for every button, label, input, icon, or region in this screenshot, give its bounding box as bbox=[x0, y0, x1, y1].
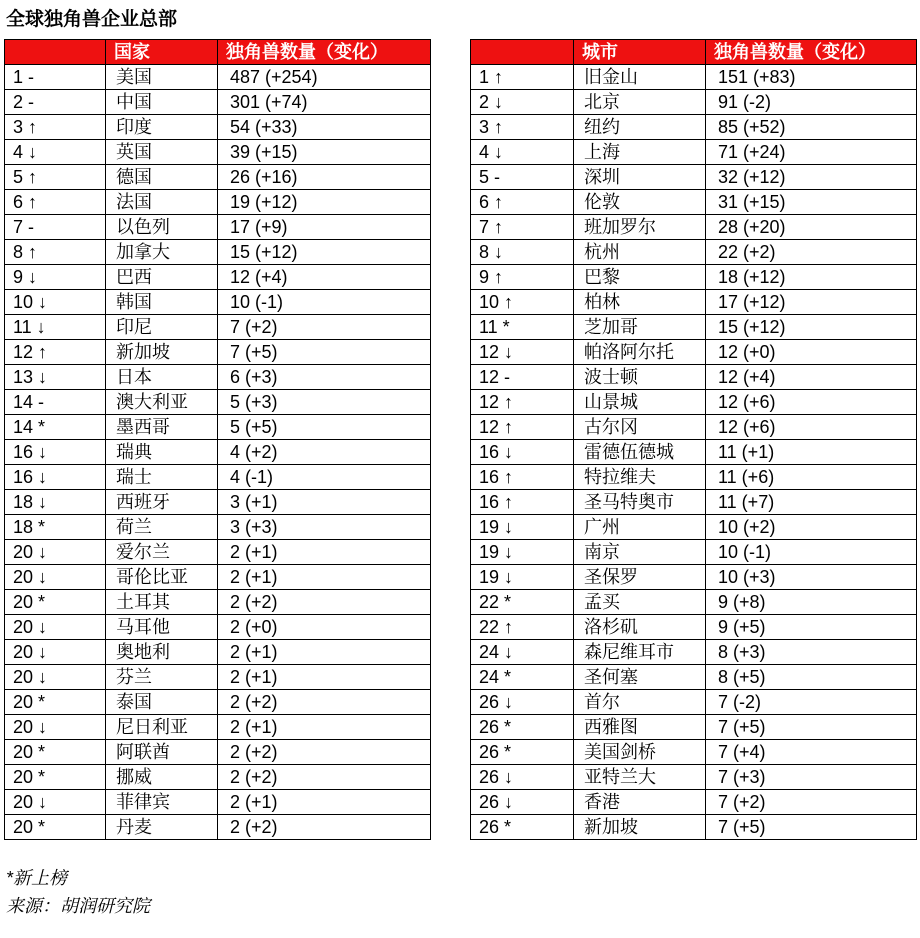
table-row bbox=[5, 565, 431, 590]
count-cell: 26 (+16) bbox=[218, 165, 431, 190]
table-row bbox=[471, 265, 917, 290]
table-row bbox=[471, 540, 917, 565]
count-cell: 12 (+0) bbox=[706, 340, 917, 365]
name-cell: 英国 bbox=[106, 140, 218, 165]
table-row bbox=[471, 165, 917, 190]
name-cell: 山景城 bbox=[574, 390, 706, 415]
cities-table bbox=[470, 39, 917, 840]
table-row bbox=[5, 740, 431, 765]
count-cell: 2 (+1) bbox=[218, 665, 431, 690]
table-row bbox=[5, 140, 431, 165]
count-cell: 8 (+5) bbox=[706, 665, 917, 690]
name-cell: 韩国 bbox=[106, 290, 218, 315]
name-cell: 亚特兰大 bbox=[574, 765, 706, 790]
table-row bbox=[471, 590, 917, 615]
count-cell: 17 (+12) bbox=[706, 290, 917, 315]
rank-cell: 16 ↑ bbox=[471, 465, 574, 490]
name-cell: 芬兰 bbox=[106, 665, 218, 690]
count-cell: 2 (+1) bbox=[218, 790, 431, 815]
table-row bbox=[471, 90, 917, 115]
count-cell: 12 (+6) bbox=[706, 415, 917, 440]
name-cell: 法国 bbox=[106, 190, 218, 215]
count-cell: 12 (+4) bbox=[218, 265, 431, 290]
name-cell: 上海 bbox=[574, 140, 706, 165]
name-cell: 新加坡 bbox=[106, 340, 218, 365]
table-row bbox=[5, 515, 431, 540]
page-title: 全球独角兽企业总部 bbox=[6, 9, 178, 30]
table-row bbox=[5, 815, 431, 840]
name-cell: 美国 bbox=[106, 65, 218, 90]
count-cell: 7 (-2) bbox=[706, 690, 917, 715]
count-cell: 2 (+1) bbox=[218, 715, 431, 740]
table-row bbox=[471, 240, 917, 265]
count-cell: 2 (+2) bbox=[218, 815, 431, 840]
count-cell: 9 (+5) bbox=[706, 615, 917, 640]
rank-cell: 1 ↑ bbox=[471, 65, 574, 90]
name-cell: 帕洛阿尔托 bbox=[574, 340, 706, 365]
table-row bbox=[471, 190, 917, 215]
rank-cell: 11 ↓ bbox=[5, 315, 106, 340]
name-cell: 森尼维耳市 bbox=[574, 640, 706, 665]
rank-cell: 4 ↓ bbox=[471, 140, 574, 165]
name-cell: 阿联酋 bbox=[106, 740, 218, 765]
name-cell: 墨西哥 bbox=[106, 415, 218, 440]
name-cell: 旧金山 bbox=[574, 65, 706, 90]
name-cell: 日本 bbox=[106, 365, 218, 390]
count-cell: 10 (-1) bbox=[218, 290, 431, 315]
count-cell: 2 (+1) bbox=[218, 540, 431, 565]
count-cell: 10 (+3) bbox=[706, 565, 917, 590]
header-rank bbox=[5, 40, 106, 65]
count-cell: 18 (+12) bbox=[706, 265, 917, 290]
name-cell: 西雅图 bbox=[574, 715, 706, 740]
count-cell: 2 (+2) bbox=[218, 740, 431, 765]
rank-cell: 26 ↓ bbox=[471, 690, 574, 715]
table-row bbox=[5, 665, 431, 690]
count-cell: 7 (+3) bbox=[706, 765, 917, 790]
name-cell: 中国 bbox=[106, 90, 218, 115]
name-cell: 波士顿 bbox=[574, 365, 706, 390]
count-cell: 487 (+254) bbox=[218, 65, 431, 90]
count-cell: 28 (+20) bbox=[706, 215, 917, 240]
name-cell: 土耳其 bbox=[106, 590, 218, 615]
rank-cell: 20 ↓ bbox=[5, 715, 106, 740]
name-cell: 广州 bbox=[574, 515, 706, 540]
countries-header-row bbox=[5, 40, 431, 65]
rank-cell: 19 ↓ bbox=[471, 565, 574, 590]
rank-cell: 20 * bbox=[5, 690, 106, 715]
table-row bbox=[471, 415, 917, 440]
count-cell: 12 (+4) bbox=[706, 365, 917, 390]
rank-cell: 20 ↓ bbox=[5, 540, 106, 565]
table-row bbox=[471, 440, 917, 465]
rank-cell: 16 ↓ bbox=[5, 440, 106, 465]
count-cell: 151 (+83) bbox=[706, 65, 917, 90]
table-row bbox=[5, 390, 431, 415]
count-cell: 7 (+4) bbox=[706, 740, 917, 765]
table-row bbox=[5, 765, 431, 790]
rank-cell: 16 ↓ bbox=[5, 465, 106, 490]
table-row bbox=[5, 190, 431, 215]
count-cell: 15 (+12) bbox=[218, 240, 431, 265]
table-row bbox=[5, 65, 431, 90]
name-cell: 巴黎 bbox=[574, 265, 706, 290]
rank-cell: 26 * bbox=[471, 815, 574, 840]
count-cell: 15 (+12) bbox=[706, 315, 917, 340]
count-cell: 7 (+5) bbox=[706, 715, 917, 740]
name-cell: 菲律宾 bbox=[106, 790, 218, 815]
count-cell: 32 (+12) bbox=[706, 165, 917, 190]
count-cell: 11 (+6) bbox=[706, 465, 917, 490]
count-cell: 4 (+2) bbox=[218, 440, 431, 465]
rank-cell: 10 ↑ bbox=[471, 290, 574, 315]
name-cell: 特拉维夫 bbox=[574, 465, 706, 490]
table-row bbox=[471, 315, 917, 340]
rank-cell: 14 - bbox=[5, 390, 106, 415]
count-cell: 2 (+0) bbox=[218, 615, 431, 640]
table-row bbox=[5, 315, 431, 340]
rank-cell: 1 - bbox=[5, 65, 106, 90]
count-cell: 301 (+74) bbox=[218, 90, 431, 115]
name-cell: 南京 bbox=[574, 540, 706, 565]
name-cell: 香港 bbox=[574, 790, 706, 815]
name-cell: 以色列 bbox=[106, 215, 218, 240]
count-cell: 10 (-1) bbox=[706, 540, 917, 565]
table-row bbox=[5, 715, 431, 740]
table-row bbox=[5, 90, 431, 115]
count-cell: 5 (+3) bbox=[218, 390, 431, 415]
count-cell: 5 (+5) bbox=[218, 415, 431, 440]
table-row bbox=[471, 765, 917, 790]
rank-cell: 10 ↓ bbox=[5, 290, 106, 315]
count-cell: 39 (+15) bbox=[218, 140, 431, 165]
table-row bbox=[471, 290, 917, 315]
count-cell: 12 (+6) bbox=[706, 390, 917, 415]
table-row bbox=[5, 540, 431, 565]
rank-cell: 20 * bbox=[5, 590, 106, 615]
count-cell: 9 (+8) bbox=[706, 590, 917, 615]
count-cell: 4 (-1) bbox=[218, 465, 431, 490]
name-cell: 美国剑桥 bbox=[574, 740, 706, 765]
footnote: *新上榜 bbox=[6, 868, 68, 888]
rank-cell: 19 ↓ bbox=[471, 515, 574, 540]
count-cell: 7 (+5) bbox=[706, 815, 917, 840]
rank-cell: 12 - bbox=[471, 365, 574, 390]
table-row bbox=[5, 215, 431, 240]
rank-cell: 3 ↑ bbox=[5, 115, 106, 140]
rank-cell: 6 ↑ bbox=[471, 190, 574, 215]
name-cell: 纽约 bbox=[574, 115, 706, 140]
table-row bbox=[471, 815, 917, 840]
rank-cell: 26 * bbox=[471, 715, 574, 740]
count-cell: 2 (+2) bbox=[218, 690, 431, 715]
rank-cell: 14 * bbox=[5, 415, 106, 440]
count-cell: 7 (+2) bbox=[706, 790, 917, 815]
name-cell: 挪威 bbox=[106, 765, 218, 790]
count-cell: 2 (+1) bbox=[218, 565, 431, 590]
count-cell: 2 (+2) bbox=[218, 765, 431, 790]
rank-cell: 16 ↓ bbox=[471, 440, 574, 465]
table-row bbox=[471, 565, 917, 590]
table-row bbox=[5, 440, 431, 465]
name-cell: 丹麦 bbox=[106, 815, 218, 840]
rank-cell: 22 ↑ bbox=[471, 615, 574, 640]
rank-cell: 3 ↑ bbox=[471, 115, 574, 140]
rank-cell: 9 ↓ bbox=[5, 265, 106, 290]
name-cell: 北京 bbox=[574, 90, 706, 115]
name-cell: 杭州 bbox=[574, 240, 706, 265]
rank-cell: 7 - bbox=[5, 215, 106, 240]
table-row bbox=[5, 290, 431, 315]
table-row bbox=[5, 790, 431, 815]
rank-cell: 7 ↑ bbox=[471, 215, 574, 240]
rank-cell: 12 ↑ bbox=[471, 415, 574, 440]
table-row bbox=[5, 590, 431, 615]
name-cell: 伦敦 bbox=[574, 190, 706, 215]
name-cell: 尼日利亚 bbox=[106, 715, 218, 740]
table-row bbox=[471, 790, 917, 815]
name-cell: 孟买 bbox=[574, 590, 706, 615]
table-row bbox=[5, 240, 431, 265]
table-row bbox=[471, 140, 917, 165]
name-cell: 圣何塞 bbox=[574, 665, 706, 690]
rank-cell: 12 ↑ bbox=[5, 340, 106, 365]
name-cell: 澳大利亚 bbox=[106, 390, 218, 415]
name-cell: 瑞典 bbox=[106, 440, 218, 465]
count-cell: 3 (+3) bbox=[218, 515, 431, 540]
table-row bbox=[471, 665, 917, 690]
count-cell: 6 (+3) bbox=[218, 365, 431, 390]
rank-cell: 12 ↑ bbox=[471, 390, 574, 415]
rank-cell: 26 ↓ bbox=[471, 765, 574, 790]
name-cell: 哥伦比亚 bbox=[106, 565, 218, 590]
table-row bbox=[5, 340, 431, 365]
header-city: 城市 bbox=[574, 40, 706, 65]
header-country: 国家 bbox=[106, 40, 218, 65]
name-cell: 西班牙 bbox=[106, 490, 218, 515]
table-row bbox=[5, 465, 431, 490]
table-row bbox=[5, 115, 431, 140]
count-cell: 22 (+2) bbox=[706, 240, 917, 265]
cities-header-row bbox=[471, 40, 917, 65]
rank-cell: 24 * bbox=[471, 665, 574, 690]
count-cell: 7 (+5) bbox=[218, 340, 431, 365]
rank-cell: 22 * bbox=[471, 590, 574, 615]
table-row bbox=[5, 415, 431, 440]
rank-cell: 12 ↓ bbox=[471, 340, 574, 365]
count-cell: 54 (+33) bbox=[218, 115, 431, 140]
name-cell: 古尔冈 bbox=[574, 415, 706, 440]
header-count: 独角兽数量（变化） bbox=[218, 40, 431, 65]
table-row bbox=[5, 365, 431, 390]
count-cell: 31 (+15) bbox=[706, 190, 917, 215]
table-row bbox=[5, 615, 431, 640]
name-cell: 奥地利 bbox=[106, 640, 218, 665]
name-cell: 爱尔兰 bbox=[106, 540, 218, 565]
table-row bbox=[5, 490, 431, 515]
rank-cell: 20 ↓ bbox=[5, 615, 106, 640]
header-count: 独角兽数量（变化） bbox=[706, 40, 917, 65]
table-row bbox=[471, 390, 917, 415]
rank-cell: 18 ↓ bbox=[5, 490, 106, 515]
name-cell: 洛杉矶 bbox=[574, 615, 706, 640]
rank-cell: 13 ↓ bbox=[5, 365, 106, 390]
rank-cell: 26 * bbox=[471, 740, 574, 765]
rank-cell: 2 ↓ bbox=[471, 90, 574, 115]
rank-cell: 9 ↑ bbox=[471, 265, 574, 290]
countries-table bbox=[4, 39, 431, 840]
rank-cell: 20 ↓ bbox=[5, 665, 106, 690]
table-row bbox=[471, 615, 917, 640]
name-cell: 深圳 bbox=[574, 165, 706, 190]
table-row bbox=[471, 515, 917, 540]
name-cell: 印尼 bbox=[106, 315, 218, 340]
name-cell: 泰国 bbox=[106, 690, 218, 715]
count-cell: 85 (+52) bbox=[706, 115, 917, 140]
name-cell: 新加坡 bbox=[574, 815, 706, 840]
table-row bbox=[471, 640, 917, 665]
count-cell: 7 (+2) bbox=[218, 315, 431, 340]
rank-cell: 26 ↓ bbox=[471, 790, 574, 815]
rank-cell: 20 ↓ bbox=[5, 640, 106, 665]
rank-cell: 5 ↑ bbox=[5, 165, 106, 190]
table-row bbox=[471, 465, 917, 490]
source-note: 来源：胡润研究院 bbox=[6, 896, 150, 916]
table-row bbox=[471, 215, 917, 240]
table-row bbox=[471, 740, 917, 765]
rank-cell: 20 * bbox=[5, 815, 106, 840]
table-row bbox=[5, 640, 431, 665]
name-cell: 瑞士 bbox=[106, 465, 218, 490]
rank-cell: 4 ↓ bbox=[5, 140, 106, 165]
name-cell: 柏林 bbox=[574, 290, 706, 315]
count-cell: 11 (+7) bbox=[706, 490, 917, 515]
count-cell: 8 (+3) bbox=[706, 640, 917, 665]
rank-cell: 20 ↓ bbox=[5, 565, 106, 590]
table-row bbox=[471, 115, 917, 140]
header-rank bbox=[471, 40, 574, 65]
rank-cell: 20 * bbox=[5, 765, 106, 790]
rank-cell: 24 ↓ bbox=[471, 640, 574, 665]
table-row bbox=[5, 165, 431, 190]
name-cell: 雷德伍德城 bbox=[574, 440, 706, 465]
name-cell: 加拿大 bbox=[106, 240, 218, 265]
count-cell: 10 (+2) bbox=[706, 515, 917, 540]
table-row bbox=[471, 340, 917, 365]
rank-cell: 11 * bbox=[471, 315, 574, 340]
name-cell: 巴西 bbox=[106, 265, 218, 290]
rank-cell: 2 - bbox=[5, 90, 106, 115]
rank-cell: 8 ↓ bbox=[471, 240, 574, 265]
table-row bbox=[471, 690, 917, 715]
name-cell: 首尔 bbox=[574, 690, 706, 715]
table-row bbox=[471, 715, 917, 740]
name-cell: 马耳他 bbox=[106, 615, 218, 640]
rank-cell: 19 ↓ bbox=[471, 540, 574, 565]
count-cell: 71 (+24) bbox=[706, 140, 917, 165]
count-cell: 11 (+1) bbox=[706, 440, 917, 465]
rank-cell: 16 ↑ bbox=[471, 490, 574, 515]
rank-cell: 18 * bbox=[5, 515, 106, 540]
name-cell: 班加罗尔 bbox=[574, 215, 706, 240]
rank-cell: 8 ↑ bbox=[5, 240, 106, 265]
count-cell: 2 (+1) bbox=[218, 640, 431, 665]
rank-cell: 6 ↑ bbox=[5, 190, 106, 215]
rank-cell: 20 ↓ bbox=[5, 790, 106, 815]
count-cell: 3 (+1) bbox=[218, 490, 431, 515]
rank-cell: 20 * bbox=[5, 740, 106, 765]
count-cell: 19 (+12) bbox=[218, 190, 431, 215]
name-cell: 圣马特奥市 bbox=[574, 490, 706, 515]
table-row bbox=[471, 65, 917, 90]
name-cell: 德国 bbox=[106, 165, 218, 190]
name-cell: 荷兰 bbox=[106, 515, 218, 540]
name-cell: 圣保罗 bbox=[574, 565, 706, 590]
table-row bbox=[5, 690, 431, 715]
count-cell: 17 (+9) bbox=[218, 215, 431, 240]
name-cell: 芝加哥 bbox=[574, 315, 706, 340]
name-cell: 印度 bbox=[106, 115, 218, 140]
table-row bbox=[5, 265, 431, 290]
table-row bbox=[471, 365, 917, 390]
table-row bbox=[471, 490, 917, 515]
rank-cell: 5 - bbox=[471, 165, 574, 190]
count-cell: 91 (-2) bbox=[706, 90, 917, 115]
count-cell: 2 (+2) bbox=[218, 590, 431, 615]
